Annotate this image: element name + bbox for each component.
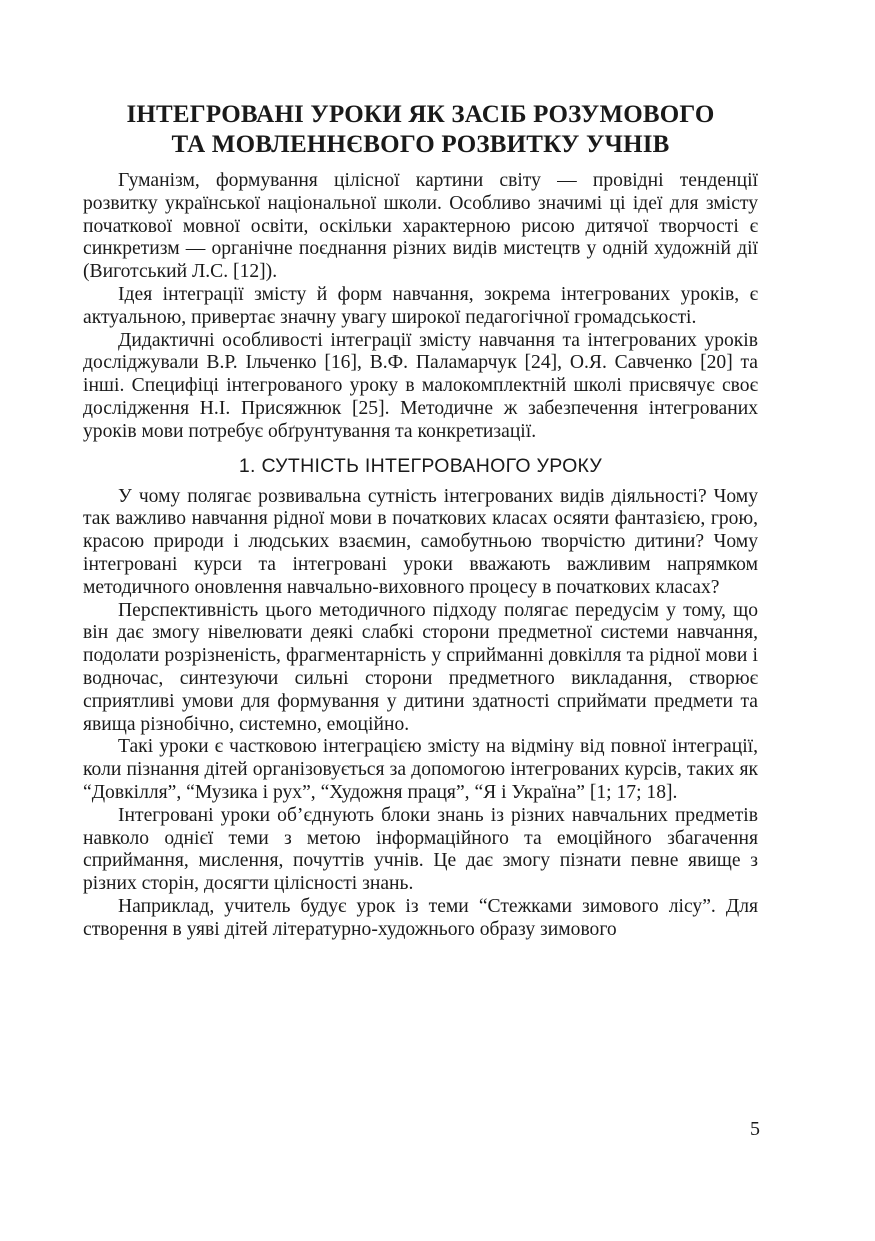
title-line-2: ТА МОВЛЕННЄВОГО РОЗВИТКУ УЧНІВ <box>171 131 670 158</box>
paragraph: Інтегровані уроки об’єднують блоки знань із різних навчальних предметів навколо однієї теми з метою інформаційного та емоційного збагачення сприймання, мислення, почуттів учнів. Це дає змогу пізнати певне явище з різних сторін, досягти цілісності знань. <box>83 804 758 895</box>
document-page <box>83 100 758 942</box>
title-line-1: ІНТЕГРОВАНІ УРОКИ ЯК ЗАСІБ РОЗУМОВОГО <box>126 101 715 128</box>
paragraph: Гуманізм, формування цілісної картини світу — провідні тенденції розвитку української національної школи. Особливо значимі ці ідеї для змісту початкової мовної освіти, оскільки характерною рисою дитячої творчості є синкретизм — органічне поєднання різних видів мистецтв у одній художній дії (Виготський Л.С. [12]). <box>83 170 758 283</box>
paragraph: Ідея інтеграції змісту й форм навчання, зокрема інтегрованих уроків, є актуальною, привертає значну увагу широкої педагогічної громадськості. <box>83 283 758 328</box>
section-body <box>83 486 758 942</box>
page-title <box>83 100 758 160</box>
intro-section <box>83 170 758 444</box>
paragraph: Такі уроки є частковою інтеграцією змісту на відміну від повної інтеграції, коли пізнання дітей організовується за допомогою інтегрованих курсів, таких як “Довкілля”, “Музика і рух”, “Художня праця”, “Я і Україна” [1; 17; 18]. <box>83 736 758 803</box>
page-number: 5 <box>750 1118 760 1140</box>
paragraph: Перспективність цього методичного підходу полягає передусім у тому, що він дає змогу нівелювати деякі слабкі сторони предметної системи навчання, подолати розрізненість, фрагментарність у сприйманні довкілля та рідної мови і водночас, синтезуючи сильні сторони предметного викладання, створює сприятливі умови для формування у дитини здатності сприймати предмети та явища різнобічно, системно, емоційно. <box>83 599 758 735</box>
paragraph: Дидактичні особливості інтеграції змісту навчання та інтегрованих уроків досліджували В.Р. Ільченко [16], В.Ф. Паламарчук [24], О.Я. Савченко [20] та інші. Специфіці інтегрованого уроку в малокомплектній школі присвячує своє дослідження Н.І. Присяжнюк [25]. Методичне ж забезпечення інтегрованих уроків мови потребує обґрунтування та конкретизації. <box>83 329 758 442</box>
section-heading: 1. СУТНІСТЬ ІНТЕГРОВАНОГО УРОКУ <box>238 454 603 477</box>
paragraph: У чому полягає розвивальна сутність інтегрованих видів діяльності? Чому так важливо навчання рідної мови в початкових класах осяяти фантазією, грою, красою природи і людських взаємин, самобутньою творчістю дитини? Чому інтегровані курси та інтегровані уроки вважають важливим напрямком методичного оновлення навчально-виховного процесу в початкових класах? <box>83 485 758 598</box>
paragraph: Наприклад, учитель будує урок із теми “Стежками зимового лісу”. Для створення в уяві дітей літературно-художнього образу зимового <box>83 895 758 940</box>
